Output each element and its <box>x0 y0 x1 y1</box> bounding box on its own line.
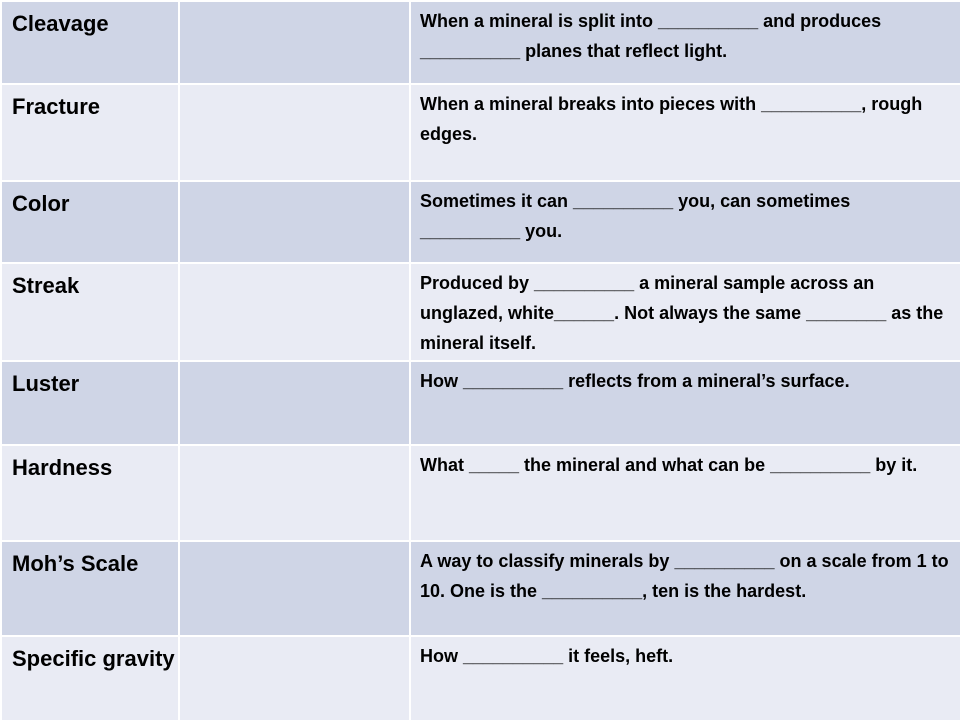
definition-cell: When a mineral breaks into pieces with __________, rough edges. <box>410 84 960 181</box>
definition-cell: What _____ the mineral and what can be __________ by it. <box>410 445 960 541</box>
term-cell: Cleavage <box>1 1 179 84</box>
answer-cell[interactable] <box>179 84 410 181</box>
answer-cell[interactable] <box>179 263 410 361</box>
table-row <box>1 361 960 445</box>
table-row <box>1 181 960 263</box>
term-cell: Luster <box>1 361 179 445</box>
answer-cell[interactable] <box>179 636 410 721</box>
answer-cell[interactable] <box>179 1 410 84</box>
table-row <box>1 84 960 181</box>
definition-cell: When a mineral is split into __________ and produces __________ planes that reflect light. <box>410 1 960 84</box>
term-cell: Color <box>1 181 179 263</box>
table-row <box>1 263 960 361</box>
table-row <box>1 445 960 541</box>
table-row <box>1 636 960 721</box>
term-cell: Moh’s Scale <box>1 541 179 636</box>
definition-cell: A way to classify minerals by __________ on a scale from 1 to 10. One is the __________, ten is the hardest. <box>410 541 960 636</box>
definition-cell: How __________ reflects from a mineral’s surface. <box>410 361 960 445</box>
term-cell: Fracture <box>1 84 179 181</box>
table-row <box>1 1 960 84</box>
term-cell: Hardness <box>1 445 179 541</box>
table-row <box>1 541 960 636</box>
definition-cell: Produced by __________ a mineral sample across an unglazed, white______. Not always the same ________ as the mineral itself. <box>410 263 960 361</box>
answer-cell[interactable] <box>179 445 410 541</box>
answer-cell[interactable] <box>179 181 410 263</box>
term-cell: Specific gravity <box>1 636 179 721</box>
definition-cell: How __________ it feels, heft. <box>410 636 960 721</box>
definition-cell: Sometimes it can __________ you, can sometimes __________ you. <box>410 181 960 263</box>
answer-cell[interactable] <box>179 541 410 636</box>
term-cell: Streak <box>1 263 179 361</box>
answer-cell[interactable] <box>179 361 410 445</box>
